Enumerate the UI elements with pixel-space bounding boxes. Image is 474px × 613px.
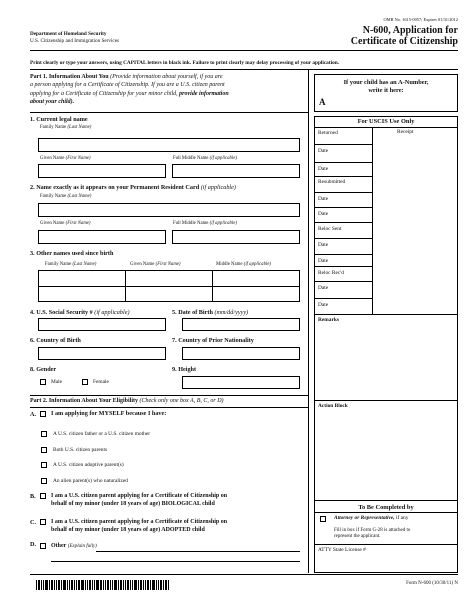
barcode-bar — [81, 580, 84, 590]
barcode-bar — [168, 580, 169, 590]
q2-middle-name-input[interactable] — [172, 230, 300, 244]
form-id-label: Form N-600 (10/30/11) N — [406, 581, 458, 586]
barcode-bar — [120, 580, 122, 590]
barcode-bar — [105, 580, 106, 590]
q9-label: 9. Height — [172, 366, 197, 373]
q2-label: 2. Name exactly as it appears on your Permanent Resident Card (if applicable) — [30, 184, 236, 191]
a-opt1-label: A U.S. citizen father or a U.S. citizen mother — [53, 431, 151, 437]
ssn-input[interactable] — [38, 318, 166, 331]
q1-given-name-input[interactable] — [38, 164, 166, 178]
q3-col-middle: Middle Name (if applicable) — [216, 262, 272, 267]
option-a-label: A. — [30, 411, 37, 418]
option-a-text: I am applying for MYSELF because I have: — [51, 410, 167, 417]
reloc-sent-date-label: Date — [318, 242, 329, 248]
returned-date-label: Date — [318, 148, 329, 154]
date-label-8: Date — [318, 302, 329, 308]
q3-other-names-table[interactable] — [38, 270, 300, 302]
option-d-checkbox[interactable] — [40, 543, 46, 549]
barcode-bar — [123, 580, 124, 590]
q7-label: 7. Country of Prior Nationality — [172, 337, 254, 344]
date-label-6: Date — [318, 258, 329, 264]
q1-label: 1. Current legal name — [30, 116, 88, 123]
receipt-label: Receipt — [397, 129, 414, 135]
barcode-bar — [156, 580, 157, 590]
g28-checkbox[interactable] — [320, 516, 326, 522]
resubmitted-date-label: Date — [318, 196, 329, 202]
q2-given-name-input[interactable] — [38, 230, 166, 244]
other-explain-line-1[interactable] — [96, 551, 300, 552]
barcode-bar — [143, 580, 144, 590]
male-label: Male — [51, 379, 63, 385]
date-label-2: Date — [318, 166, 329, 172]
barcode-bar — [92, 580, 93, 590]
female-label: Female — [93, 379, 109, 385]
barcode-bar — [150, 580, 151, 590]
barcode-bar — [85, 580, 86, 590]
barcode-bar — [76, 580, 77, 590]
date-label-4: Date — [318, 211, 329, 217]
barcode-bar — [125, 580, 126, 590]
barcode-bar — [132, 580, 133, 590]
barcode-bar — [49, 580, 50, 590]
barcode-bar — [87, 580, 88, 590]
form-title-line1: N-600, Application for — [362, 25, 458, 36]
barcode-bar — [112, 580, 113, 590]
agency-name: U.S. Citizenship and Immigration Services — [30, 38, 120, 44]
barcode-bar — [54, 580, 55, 590]
barcode-bar — [107, 580, 109, 590]
q4-label: 4. U.S. Social Security # (if applicable) — [30, 309, 130, 316]
g28-note: Fill in box if Form G-28 is attached to represent the applicant. — [334, 528, 411, 540]
q3-col-given: Given Name (First Name) — [130, 262, 181, 267]
barcode-bar — [36, 580, 37, 590]
a-opt3-label: A U.S. citizen adoptive parent(s) — [53, 462, 124, 468]
instruction-rule — [30, 69, 458, 70]
q2-given-label: Given Name (First Name) — [40, 221, 91, 226]
q6-label: 6. Country of Birth — [30, 337, 81, 344]
part2-rule — [30, 407, 308, 408]
a-opt2-checkbox[interactable] — [41, 447, 47, 453]
uscis-title: For USCIS Use Only — [357, 118, 415, 125]
barcode-bar — [58, 580, 60, 590]
anumber-prefix: A — [319, 97, 326, 107]
q1-middle-name-input[interactable] — [172, 164, 300, 178]
atty-license-label: ATTY State License # — [318, 547, 366, 553]
barcode-bar — [145, 580, 146, 590]
barcode-bar — [158, 580, 159, 590]
barcode-bar — [41, 580, 42, 590]
q3-col-family: Family Name (Last Name) — [45, 262, 97, 267]
barcode-bar — [51, 580, 53, 590]
barcode-bar — [103, 580, 104, 590]
a-opt4-checkbox[interactable] — [41, 478, 47, 484]
form-barcode — [36, 580, 170, 590]
print-instruction: Print clearly or type your answers, using CAPITAL letters in black ink. Failure to print clearly may delay processing of your application. — [30, 60, 339, 66]
q2-middle-label: Full Middle Name (if applicable) — [173, 221, 237, 226]
resubmitted-label: Resubmitted — [318, 179, 346, 185]
uscis-divider — [372, 127, 373, 314]
option-b-checkbox[interactable] — [40, 493, 46, 499]
barcode-bar — [94, 580, 95, 590]
q5-label: 5. Date of Birth (mm/dd/yyyy) — [172, 309, 249, 316]
dob-input[interactable] — [182, 318, 300, 331]
barcode-bar — [110, 580, 111, 590]
prior-nationality-input[interactable] — [182, 347, 300, 360]
barcode-bar — [89, 580, 91, 590]
female-checkbox[interactable] — [82, 379, 88, 385]
barcode-bar — [100, 580, 102, 590]
part1-header: Part 1. Information About You (Provide information about yourself, if you are a person applying for a Certificate of Citizenship. If you are a U.S. citizen parent applying for a Certificate of Citizenship for your minor child, provide information about your child). — [30, 74, 229, 106]
barcode-bar — [63, 580, 66, 590]
part1-title: Part 1. Information About You — [30, 74, 109, 80]
part2-title: Part 2. Information About Your Eligibility — [30, 398, 139, 404]
q1-given-label: Given Name (First Name) — [40, 156, 91, 161]
barcode-bar — [78, 580, 80, 590]
barcode-bar — [43, 580, 44, 590]
barcode-bar — [160, 580, 162, 590]
option-c-text: I am a U.S. citizen parent applying for a Certificate of Citizenship on behalf of my minor (under 18 years of age) ADOPTED child — [51, 519, 228, 533]
footer-rule — [30, 574, 458, 575]
form-title-line2: Certificate of Citizenship — [350, 36, 458, 47]
a-opt4-label: An alien parent(s) who naturalized — [53, 478, 128, 484]
q2-family-label: Family Name (Last Name) — [40, 194, 92, 199]
barcode-bar — [71, 580, 73, 590]
barcode-bar — [140, 580, 142, 590]
other-explain-line-2[interactable] — [51, 561, 300, 562]
option-a-checkbox[interactable] — [40, 411, 46, 417]
barcode-bar — [152, 580, 155, 590]
barcode-bar — [74, 580, 75, 590]
barcode-bar — [45, 580, 48, 590]
anumber-title: If your child has an A-Number, write it here: — [343, 79, 429, 94]
part1-rule — [30, 112, 308, 113]
barcode-bar — [163, 580, 164, 590]
barcode-bar — [96, 580, 99, 590]
option-d-letter: D. — [30, 541, 37, 548]
reloc-recd-label: Reloc Rec'd — [318, 270, 344, 276]
returned-label: Returned — [318, 130, 338, 136]
country-of-birth-input[interactable] — [38, 347, 166, 360]
a-opt2-label: Both U.S. citizen parents — [53, 447, 108, 453]
q1-middle-label: Full Middle Name (if applicable) — [173, 156, 237, 161]
reloc-recd-date-label: Date — [318, 285, 329, 291]
barcode-bar — [147, 580, 149, 590]
q1-family-label: Family Name (Last Name) — [40, 125, 92, 130]
q3-label: 3. Other names used since birth — [30, 250, 114, 257]
option-c-checkbox[interactable] — [40, 519, 46, 525]
a-opt3-checkbox[interactable] — [41, 462, 47, 468]
option-b-letter: B. — [30, 493, 36, 500]
barcode-bar — [61, 580, 62, 590]
a-opt1-checkbox[interactable] — [41, 431, 47, 437]
reloc-sent-label: Reloc Sent — [318, 226, 342, 232]
omb-number: OMB No. 1615-0057; Expires 01/31/2012 — [383, 17, 458, 22]
option-d-text: Other (Explain fully) — [51, 543, 97, 549]
anumber-box — [314, 74, 458, 112]
remarks-label: Remarks — [318, 317, 339, 323]
barcode-bar — [56, 580, 57, 590]
column-divider — [308, 69, 309, 573]
attorney-label: Attorney or Representative, if any — [334, 515, 409, 521]
part2-top-rule — [30, 395, 308, 396]
barcode-bar — [130, 580, 131, 590]
option-b-text: I am a U.S. citizen parent applying for a Certificate of Citizenship on behalf of my minor (under 18 years of age) BIOLOGICAL child — [51, 493, 228, 507]
male-checkbox[interactable] — [40, 379, 46, 385]
height-input[interactable] — [182, 376, 300, 389]
barcode-bar — [118, 580, 119, 590]
completed-by-title: To Be Completed by — [358, 504, 414, 511]
barcode-bar — [38, 580, 40, 590]
barcode-bar — [127, 580, 129, 590]
q1-family-name-input[interactable] — [38, 138, 300, 152]
barcode-bar — [138, 580, 139, 590]
department-name: Department of Homeland Security — [30, 31, 107, 37]
barcode-bar — [114, 580, 117, 590]
q2-family-name-input[interactable] — [38, 203, 300, 217]
barcode-bar — [69, 580, 70, 590]
action-block-label: Action Block — [318, 403, 348, 409]
q8-label: 8. Gender — [30, 366, 57, 373]
part2-header: Part 2. Information About Your Eligibility (Check only one box A, B, C, or D) — [30, 398, 224, 404]
header-rule — [30, 50, 458, 51]
option-c-letter: C. — [30, 519, 37, 526]
barcode-bar — [134, 580, 137, 590]
barcode-bar — [165, 580, 167, 590]
barcode-bar — [67, 580, 68, 590]
